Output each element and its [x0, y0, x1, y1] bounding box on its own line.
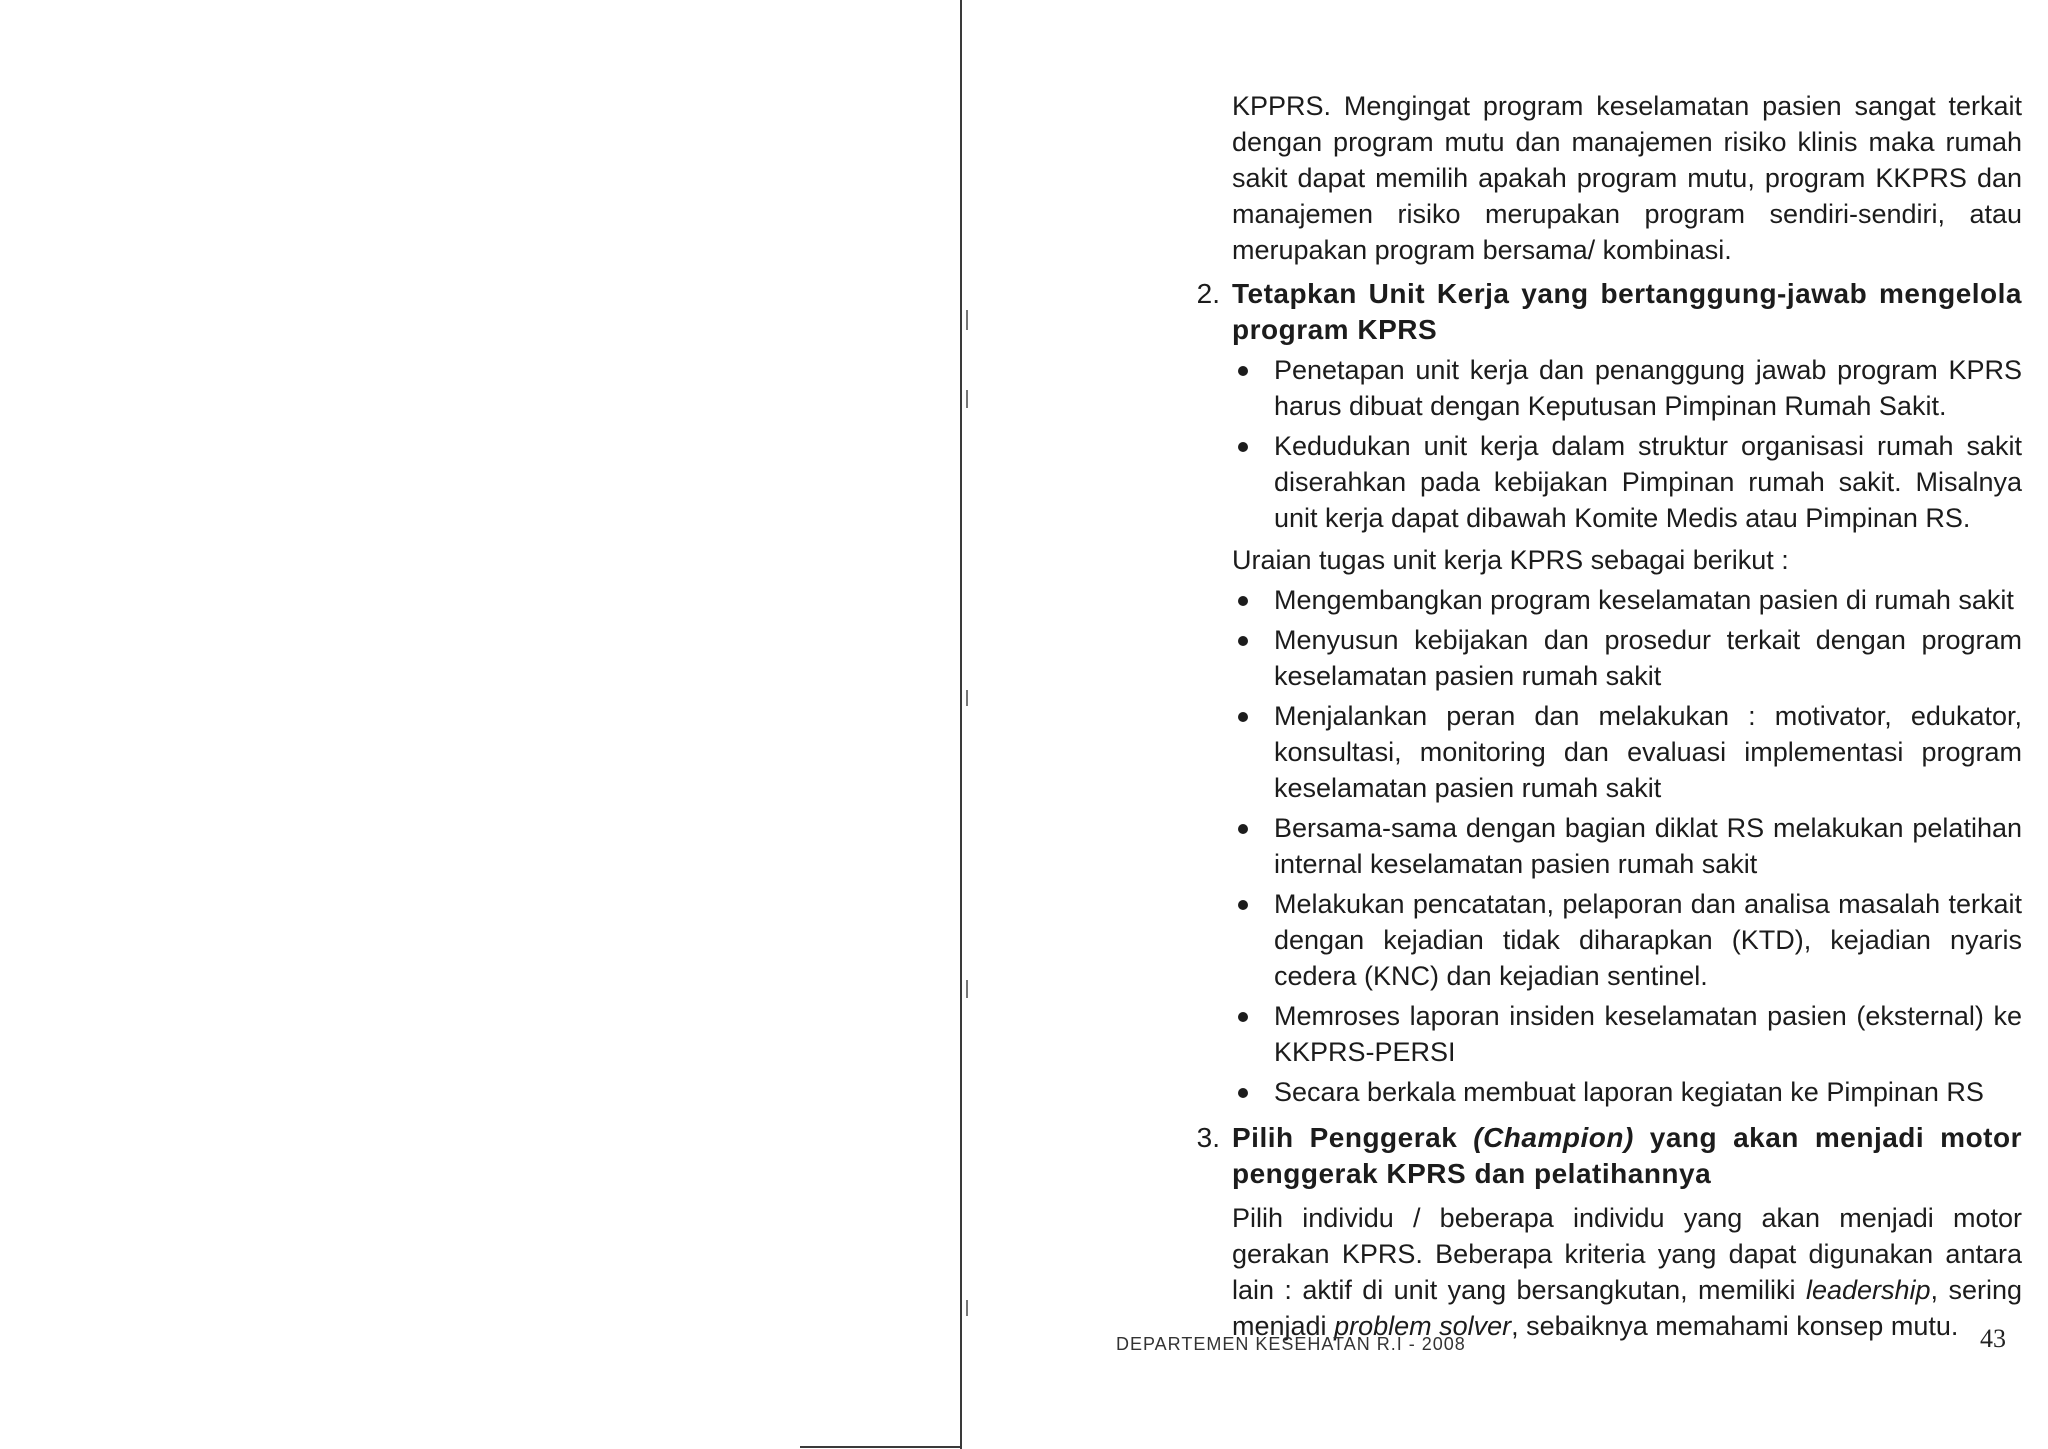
- binding-bottom-rule: [800, 1446, 962, 1448]
- scan-mark: [966, 1300, 968, 1316]
- duties-list: [1232, 582, 2022, 1110]
- bullet-icon: [1238, 596, 1248, 606]
- list-item: Bersama-sama dengan bagian diklat RS melakukan pelatihan internal keselamatan pasien rumah sakit: [1232, 810, 2022, 882]
- list-item: Kedudukan unit kerja dalam struktur organisasi rumah sakit diserahkan pada kebijakan Pimpinan rumah sakit. Misalnya unit kerja dapat dibawah Komite Medis atau Pimpinan RS.: [1232, 428, 2022, 536]
- list-item: Melakukan pencatatan, pelaporan dan analisa masalah terkait dengan kejadian tidak diharapkan (KTD), kejadian nyaris cedera (KNC) dan kejadian sentinel.: [1232, 886, 2022, 994]
- footer-publisher: DEPARTEMEN KESEHATAN R.I - 2008: [1116, 1334, 1466, 1354]
- item-number: 3.: [1196, 1122, 1220, 1153]
- bullet-icon: [1238, 824, 1248, 834]
- bullet-icon: [1238, 1088, 1248, 1098]
- page-number: 43: [1980, 1324, 2006, 1353]
- section-item-3: [1150, 1120, 2030, 1192]
- scan-mark: [966, 390, 968, 408]
- list-item: Secara berkala membuat laporan kegiatan ke Pimpinan RS: [1232, 1074, 2022, 1110]
- item-number: 2.: [1196, 278, 1220, 309]
- list-item: Penetapan unit kerja dan penanggung jawab program KPRS harus dibuat dengan Keputusan Pimpinan Rumah Sakit.: [1232, 352, 2022, 424]
- item2-bullet-list: [1232, 352, 2022, 536]
- list-item: Memroses laporan insiden keselamatan pasien (eksternal) ke KKPRS-PERSI: [1232, 998, 2022, 1070]
- document-page: [1150, 88, 2030, 1344]
- section-title: Tetapkan Unit Kerja yang bertanggung-jawab mengelola program KPRS: [1232, 278, 2022, 345]
- bullet-icon: [1238, 1012, 1248, 1022]
- intro-paragraph: KPPRS. Mengingat program keselamatan pasien sangat terkait dengan program mutu dan manajemen risiko klinis maka rumah sakit dapat memilih apakah program mutu, program KKPRS dan manajemen risiko merupakan program sendiri-sendiri, atau merupakan program bersama/ kombinasi.: [1232, 91, 2022, 265]
- bullet-icon: [1238, 636, 1248, 646]
- section-title: Pilih Penggerak (Champion) yang akan menjadi motor penggerak KPRS dan pelatihannya: [1232, 1122, 2022, 1189]
- duties-intro: Uraian tugas unit kerja KPRS sebagai berikut :: [1232, 545, 1789, 575]
- bullet-icon: [1238, 900, 1248, 910]
- binding-gutter-line: [960, 0, 962, 1449]
- scan-mark: [966, 980, 968, 998]
- list-item: Menjalankan peran dan melakukan : motivator, edukator, konsultasi, monitoring dan evaluasi implementasi program keselamatan pasien rumah sakit: [1232, 698, 2022, 806]
- bullet-icon: [1238, 712, 1248, 722]
- list-item: Menyusun kebijakan dan prosedur terkait dengan program keselamatan pasien rumah sakit: [1232, 622, 2022, 694]
- list-item: Mengembangkan program keselamatan pasien di rumah sakit: [1232, 582, 2022, 618]
- scan-mark: [966, 690, 968, 706]
- section-item-2: [1150, 276, 2030, 348]
- scan-mark: [966, 310, 968, 330]
- bullet-icon: [1238, 366, 1248, 376]
- champion-paragraph: Pilih individu / beberapa individu yang akan menjadi motor gerakan KPRS. Beberapa kriteria yang dapat digunakan antara lain : aktif di unit yang bersangkutan, memiliki leadership, sering menjadi problem solver, sebaiknya memahami konsep mutu.: [1232, 1203, 2022, 1341]
- bullet-icon: [1238, 442, 1248, 452]
